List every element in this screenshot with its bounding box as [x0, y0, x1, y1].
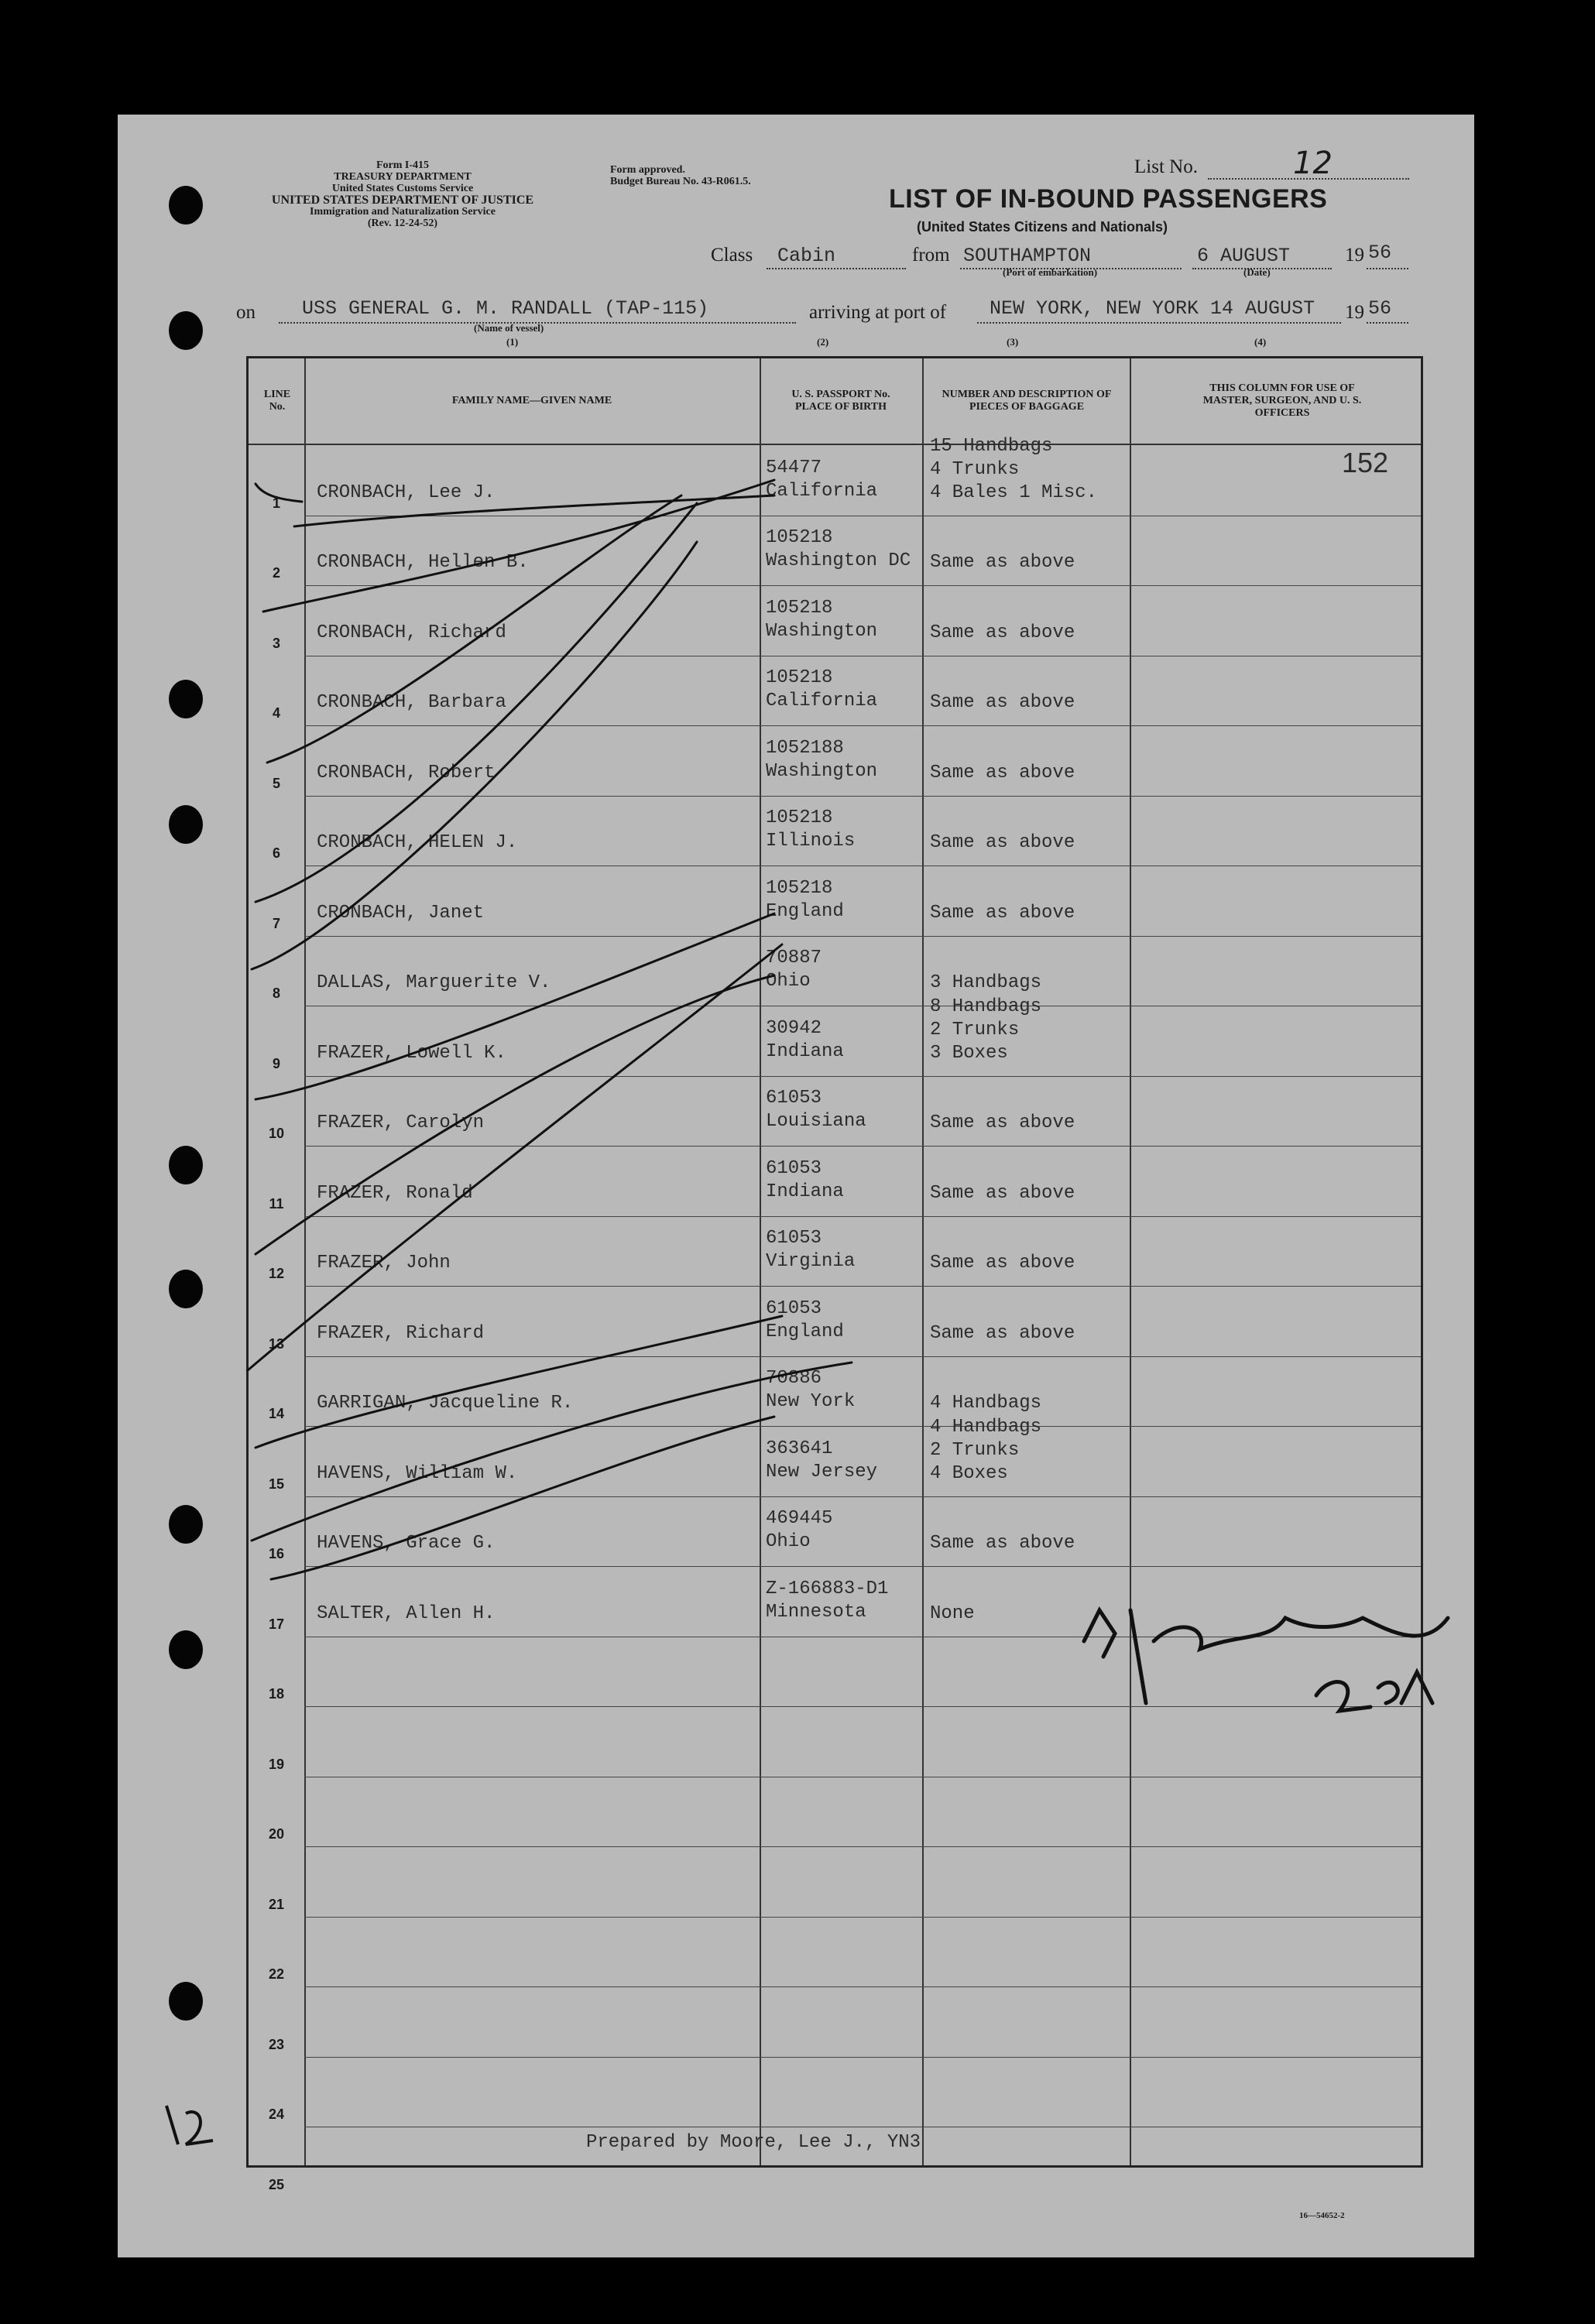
place-of-birth: Ohio — [766, 971, 811, 992]
baggage-line: Same as above — [930, 552, 1075, 573]
on-label: on — [236, 302, 256, 323]
place-of-birth: Virginia — [766, 1251, 856, 1272]
prepared-by: Prepared by Moore, Lee J., YN3 — [586, 2132, 921, 2153]
justice-department: UNITED STATES DEPARTMENT OF JUSTICE — [271, 194, 534, 207]
passenger-name: CRONBACH, Richard — [317, 622, 506, 643]
check-mark — [271, 1417, 774, 1579]
passenger-name: DALLAS, Marguerite V. — [317, 972, 551, 993]
check-mark — [252, 542, 697, 969]
col-num-4: (4) — [1254, 336, 1267, 348]
col-num-2: (2) — [817, 336, 829, 348]
line-number: 20 — [268, 1826, 285, 1842]
form-number: Form I-415 — [376, 159, 430, 171]
check-mark — [256, 484, 302, 502]
passport-number: 61053 — [766, 1297, 822, 1319]
line-number: 1 — [272, 495, 280, 511]
header-line-no: LINE No. — [263, 389, 291, 413]
line-number: 16 — [268, 1546, 285, 1561]
line-number: 6 — [272, 845, 280, 861]
place-of-birth: Minnesota — [766, 1601, 866, 1623]
form-approved: Form approved. — [610, 164, 685, 176]
passenger-name: CRONBACH, Robert — [317, 762, 496, 783]
class-value: Cabin — [777, 245, 836, 267]
check-mark — [252, 1363, 852, 1541]
place-of-birth: New York — [766, 1391, 856, 1412]
page-title: LIST OF IN-BOUND PASSENGERS — [889, 184, 1328, 214]
baggage-line: Same as above — [930, 622, 1075, 643]
place-of-birth: New Jersey — [766, 1461, 878, 1482]
line-number: 14 — [268, 1406, 285, 1421]
baggage-line: Same as above — [930, 902, 1075, 924]
passenger-name: HAVENS, Grace G. — [317, 1533, 496, 1554]
place-of-birth: England — [766, 1321, 844, 1342]
passport-number: 363641 — [766, 1438, 833, 1459]
line-number: 9 — [272, 1055, 280, 1071]
line-number: 23 — [268, 2036, 285, 2052]
passport-number: 105218 — [766, 667, 833, 688]
baggage-line: None — [930, 1602, 975, 1624]
passenger-name: CRONBACH, Barbara — [317, 692, 506, 713]
baggage-line: Same as above — [930, 1253, 1075, 1273]
list-no-value: 12 — [1293, 146, 1333, 181]
from-label: from — [912, 245, 950, 266]
header-passport: U. S. PASSPORT No. PLACE OF BIRTH — [791, 389, 890, 413]
date-value: 6 AUGUST — [1197, 245, 1291, 267]
baggage-line: Same as above — [930, 762, 1075, 783]
check-mark — [256, 1316, 782, 1448]
line-number: 11 — [269, 1195, 284, 1212]
check-mark — [256, 503, 697, 902]
baggage-line: 3 Handbags — [930, 972, 1042, 993]
date-caption: (Date) — [1243, 266, 1271, 278]
check-mark — [294, 495, 774, 526]
line-number: 12 — [268, 1266, 285, 1281]
passport-number: 70887 — [766, 948, 822, 968]
place-of-birth: Washington DC — [766, 550, 911, 571]
arrival-year-value: 56 — [1368, 297, 1392, 320]
margin-note-mark — [166, 2106, 213, 2144]
line-number: 24 — [268, 2106, 285, 2122]
arrival-value: NEW YORK, NEW YORK 14 AUGUST — [990, 297, 1315, 320]
place-of-birth: California — [766, 480, 878, 502]
passport-number: 30942 — [766, 1017, 822, 1039]
officer-note: 152 — [1342, 447, 1389, 478]
baggage-line: Same as above — [930, 692, 1075, 713]
passport-number: 70886 — [766, 1368, 822, 1389]
passenger-name: FRAZER, Carolyn — [317, 1112, 485, 1133]
ins-service: Immigration and Naturalization Service — [310, 206, 496, 218]
baggage-line: 2 Trunks — [930, 1439, 1020, 1461]
baggage-line: Same as above — [930, 1533, 1075, 1554]
treasury-department: TREASURY DEPARTMENT — [334, 171, 472, 183]
line-number: 3 — [272, 635, 280, 651]
baggage-line: 4 Handbags — [930, 1416, 1042, 1438]
passport-number: 105218 — [766, 877, 833, 899]
header-officers: THIS COLUMN FOR USE OF MASTER, SURGEON, AND U. S. OFFICERS — [1202, 382, 1362, 419]
budget-bureau: Budget Bureau No. 43-R061.5. — [610, 176, 751, 187]
passenger-name: CRONBACH, Lee J. — [317, 482, 496, 503]
place-of-birth: England — [766, 900, 844, 922]
signature — [1084, 1610, 1448, 1703]
from-value: SOUTHAMPTON — [963, 245, 1092, 267]
line-number: 18 — [268, 1686, 285, 1702]
baggage-line: 4 Trunks — [930, 458, 1020, 480]
form-revision: (Rev. 12-24-52) — [367, 218, 438, 229]
baggage-line: 4 Bales 1 Misc. — [930, 482, 1098, 503]
passenger-name: CRONBACH, HELEN J. — [317, 832, 518, 853]
arriving-label: arriving at port of — [809, 302, 947, 323]
baggage-line: 4 Handbags — [930, 1393, 1042, 1414]
place-of-birth: Louisiana — [766, 1111, 866, 1132]
line-number: 2 — [272, 565, 280, 581]
passenger-name: FRAZER, John — [317, 1253, 451, 1273]
check-mark — [256, 913, 774, 1099]
check-mark — [248, 944, 782, 1370]
passenger-name: SALTER, Allen H. — [317, 1602, 496, 1624]
col-num-3: (3) — [1007, 336, 1019, 348]
baggage-line: 4 Boxes — [930, 1462, 1008, 1484]
passenger-name: FRAZER, Lowell K. — [317, 1042, 506, 1064]
arrival-year-prefix: 19 — [1345, 302, 1364, 323]
footer-code: 16—54652-2 — [1299, 2211, 1345, 2220]
baggage-line: Same as above — [930, 832, 1075, 853]
passport-number: 105218 — [766, 527, 833, 548]
place-of-birth: Washington — [766, 760, 878, 782]
list-no-label: List No. — [1134, 156, 1198, 177]
line-number: 13 — [268, 1335, 285, 1352]
baggage-line: 3 Boxes — [930, 1042, 1008, 1064]
passenger-name: FRAZER, Richard — [317, 1322, 485, 1344]
place-of-birth: Washington — [766, 620, 878, 642]
passport-number: 61053 — [766, 1088, 822, 1109]
line-number: 22 — [268, 1966, 285, 1982]
baggage-line: Same as above — [930, 1112, 1075, 1133]
line-number: 17 — [268, 1616, 285, 1632]
baggage-line: 2 Trunks — [930, 1019, 1020, 1040]
line-number: 21 — [268, 1896, 285, 1912]
place-of-birth: Illinois — [766, 831, 856, 852]
passport-number: 1052188 — [766, 737, 844, 759]
vessel-value: USS GENERAL G. M. RANDALL (TAP-115) — [302, 297, 709, 320]
line-number: 15 — [268, 1476, 285, 1492]
baggage-line: Same as above — [930, 1182, 1075, 1204]
passport-number: 105218 — [766, 597, 833, 619]
passport-number: 61053 — [766, 1228, 822, 1249]
passport-number: 61053 — [766, 1157, 822, 1179]
passport-number: Z-166883-D1 — [766, 1578, 889, 1599]
passenger-name: CRONBACH, Hellen B. — [317, 552, 529, 573]
passenger-name: GARRIGAN, Jacqueline R. — [317, 1393, 574, 1414]
baggage-line: Same as above — [930, 1322, 1075, 1344]
vessel-caption: (Name of vessel) — [474, 322, 544, 334]
passenger-name: HAVENS, William W. — [317, 1462, 518, 1484]
baggage-line: 8 Handbags — [930, 996, 1042, 1017]
class-label: Class — [711, 245, 753, 266]
passenger-name: FRAZER, Ronald — [317, 1182, 473, 1204]
check-mark — [267, 495, 681, 763]
year-value: 56 — [1368, 242, 1392, 264]
header-baggage: NUMBER AND DESCRIPTION OF PIECES OF BAGGAGE — [942, 389, 1112, 413]
header-name: FAMILY NAME—GIVEN NAME — [451, 395, 612, 406]
passport-number: 105218 — [766, 807, 833, 828]
page-subtitle: (United States Citizens and Nationals) — [917, 219, 1168, 235]
line-number: 7 — [272, 915, 280, 931]
place-of-birth: Ohio — [766, 1531, 811, 1552]
line-number: 8 — [272, 985, 280, 1001]
customs-service: United States Customs Service — [331, 183, 474, 194]
passenger-name: CRONBACH, Janet — [317, 902, 485, 924]
line-number: 4 — [272, 705, 280, 721]
year-prefix: 19 — [1345, 245, 1364, 266]
baggage-line: 15 Handbags — [930, 435, 1053, 457]
check-mark — [256, 975, 774, 1254]
vessel-col-num: (1) — [506, 336, 519, 348]
passport-number: 469445 — [766, 1508, 833, 1529]
line-number: 5 — [272, 775, 280, 791]
place-of-birth: California — [766, 691, 878, 711]
line-number: 19 — [268, 1756, 285, 1772]
place-of-birth: Indiana — [766, 1181, 844, 1202]
signature-time — [1316, 1672, 1432, 1711]
from-caption: (Port of embarkation) — [1003, 266, 1098, 278]
line-number: 25 — [268, 2176, 285, 2192]
place-of-birth: Indiana — [766, 1040, 844, 1062]
line-number: 10 — [268, 1126, 285, 1141]
passport-number: 54477 — [766, 457, 822, 478]
